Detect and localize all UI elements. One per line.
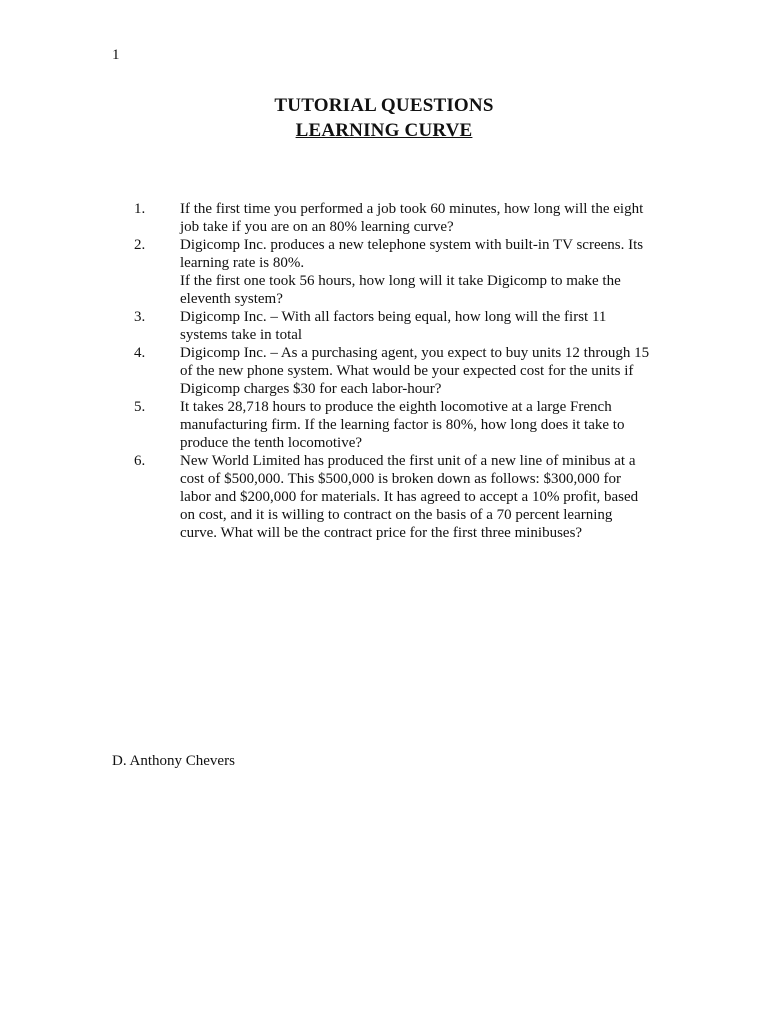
document-title: TUTORIAL QUESTIONS [274, 95, 494, 116]
question-number: 6. [134, 453, 146, 469]
question-text [180, 344, 664, 398]
question-line: curve. What will be the contract price for the first three minibuses? [180, 525, 583, 541]
question-line: Digicomp Inc. – With all factors being equal, how long will the first 11 [180, 309, 607, 325]
question-line: labor and $200,000 for materials. It has agreed to accept a 10% profit, based [180, 489, 639, 505]
page-number: 1 [112, 47, 120, 63]
question-line: produce the tenth locomotive? [180, 435, 363, 451]
question-item [134, 200, 664, 236]
question-number: 2. [134, 237, 146, 253]
question-text [180, 452, 664, 542]
question-line: on cost, and it is willing to contract on the basis of a 70 percent learning [180, 507, 613, 523]
question-number: 3. [134, 309, 146, 325]
title-block [0, 93, 768, 143]
question-item [134, 344, 664, 398]
question-number: 1. [134, 201, 146, 217]
question-item [134, 308, 664, 344]
question-line: New World Limited has produced the first unit of a new line of minibus at a [180, 453, 636, 469]
question-text [180, 236, 664, 308]
question-list [134, 200, 664, 542]
question-text [180, 398, 664, 452]
question-line: Digicomp charges $30 for each labor-hour? [180, 381, 442, 397]
question-text [180, 308, 664, 344]
question-item [134, 236, 664, 308]
question-line: job take if you are on an 80% learning curve? [180, 219, 454, 235]
question-line: learning rate is 80%. [180, 255, 305, 271]
question-number: 5. [134, 399, 146, 415]
question-line: systems take in total [180, 327, 303, 343]
question-text [180, 200, 664, 236]
question-line: If the first one took 56 hours, how long will it take Digicomp to make the [180, 273, 621, 289]
author-name: D. Anthony Chevers [112, 753, 235, 769]
question-item [134, 452, 664, 542]
document-subtitle: LEARNING CURVE [295, 120, 473, 141]
question-line: Digicomp Inc. – As a purchasing agent, you expect to buy units 12 through 15 [180, 345, 650, 361]
question-number: 4. [134, 345, 146, 361]
question-item [134, 398, 664, 452]
question-line: If the first time you performed a job took 60 minutes, how long will the eight [180, 201, 644, 217]
question-line: It takes 28,718 hours to produce the eighth locomotive at a large French [180, 399, 612, 415]
question-line: cost of $500,000. This $500,000 is broken down as follows: $300,000 for [180, 471, 621, 487]
question-line: Digicomp Inc. produces a new telephone system with built-in TV screens. Its [180, 237, 644, 253]
question-line: eleventh system? [180, 291, 283, 307]
question-line: manufacturing firm. If the learning factor is 80%, how long does it take to [180, 417, 625, 433]
question-line: of the new phone system. What would be your expected cost for the units if [180, 363, 634, 379]
